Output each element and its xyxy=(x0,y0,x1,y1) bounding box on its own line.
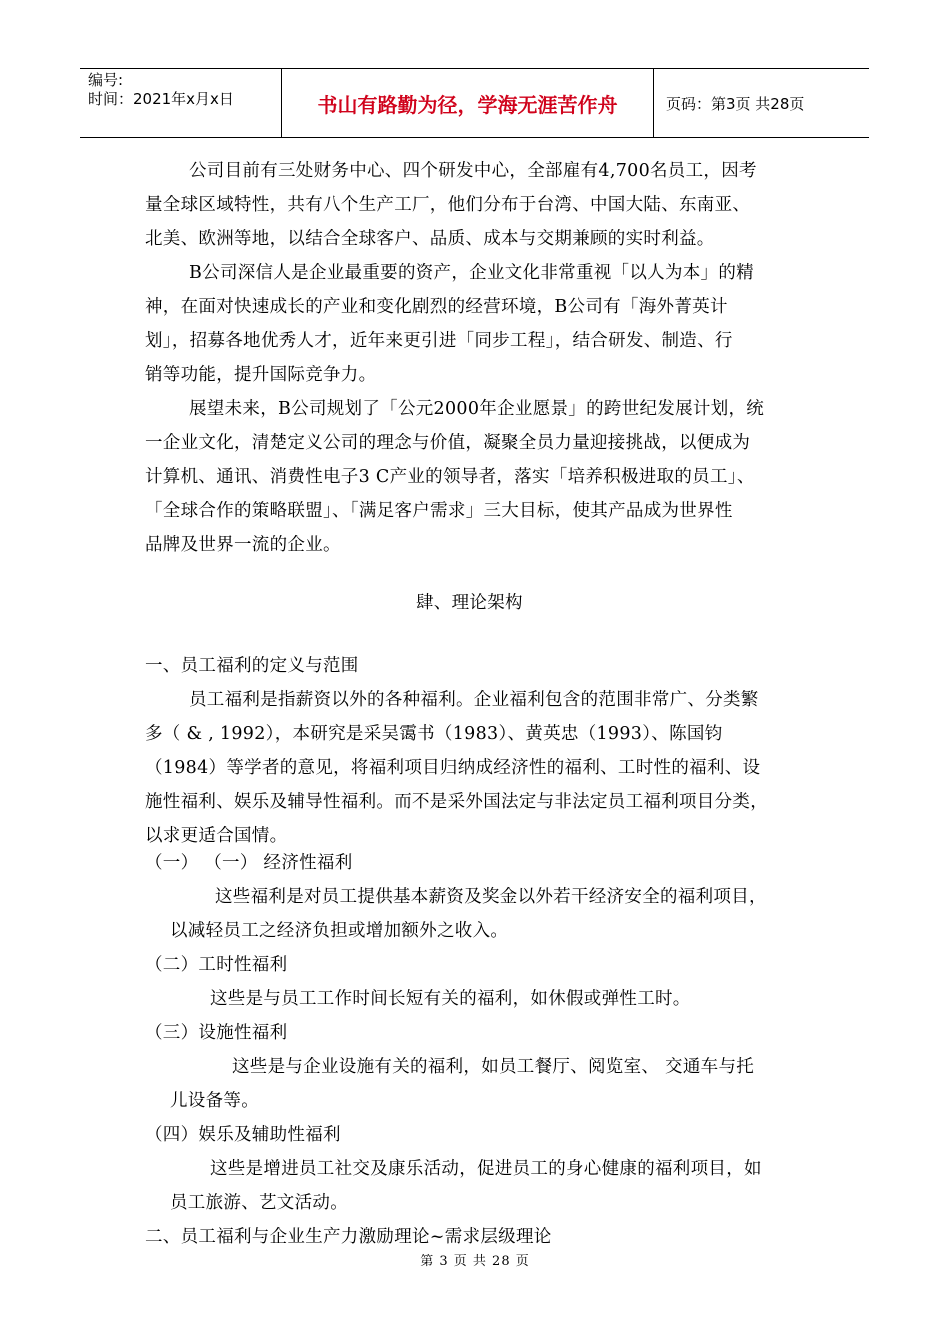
paragraph-line: 品牌及世界一流的企业。 xyxy=(145,535,341,555)
paragraph-line: 这些福利是对员工提供基本薪资及奖金以外若干经济安全的福利项目， xyxy=(215,887,767,907)
paragraph-line: 量全球区域特性，共有八个生产工厂，他们分布于台湾、中国大陆、东南亚、 xyxy=(145,195,751,215)
paragraph-line: 计算机、通讯、消费性电子3 C产业的领导者，落实「培养积极进取的员工」、 xyxy=(145,467,755,487)
paragraph-line: 施性福利、娱乐及辅导性福利。而不是采外国法定与非法定员工福利项目分类， xyxy=(145,792,768,812)
header-meta xyxy=(80,69,282,137)
doc-date-label: 时间：2021年x月x日 xyxy=(88,90,234,108)
paragraph-line: 儿设备等。 xyxy=(170,1091,259,1111)
paragraph-line: 以求更适合国情。 xyxy=(145,826,288,846)
page-header xyxy=(80,68,869,138)
paragraph-line: 销等功能，提升国际竞争力。 xyxy=(145,365,377,385)
doc-number-label: 编号: xyxy=(88,71,124,89)
paragraph-line: 划」，招募各地优秀人才，近年来更引进「同步工程」，结合研发、制造、行 xyxy=(145,331,733,351)
paragraph-line: （1984）等学者的意见，将福利项目归纳成经济性的福利、工时性的福利、设 xyxy=(145,758,761,778)
paragraph-line: 这些是增进员工社交及康乐活动，促进员工的身心健康的福利项目，如 xyxy=(210,1159,762,1179)
paragraph-line: 北美、欧洲等地，以结合全球客户、品质、成本与交期兼顾的实时利益。 xyxy=(145,229,715,249)
header-motto: 书山有路勤为径，学海无涯苦作舟 xyxy=(282,69,654,137)
list-heading: （二）工时性福利 xyxy=(145,955,288,975)
paragraph-line: 神，在面对快速成长的产业和变化剧烈的经营环境，B公司有「海外菁英计 xyxy=(145,297,728,317)
subsection-heading: 一、员工福利的定义与范围 xyxy=(145,656,359,676)
paragraph-line: 这些是与员工工作时间长短有关的福利，如休假或弹性工时。 xyxy=(210,989,691,1009)
paragraph-line: 公司目前有三处财务中心、四个研发中心，全部雇有4,700名员工，因考 xyxy=(189,161,757,181)
section-heading: 肆、理论架构 xyxy=(416,593,523,613)
paragraph-line: 一企业文化，清楚定义公司的理念与价值，凝聚全员力量迎接挑战，以便成为 xyxy=(145,433,751,453)
paragraph-line: 以减轻员工之经济负担或增加额外之收入。 xyxy=(170,921,509,941)
list-heading: （三）设施性福利 xyxy=(145,1023,288,1043)
page-footer: 第 3 页 共 28 页 xyxy=(420,1254,530,1269)
paragraph-line: 多（ & , 1992），本研究是采吴霭书（1983）、黄英忠（1993）、陈国钧 xyxy=(145,724,723,744)
paragraph-line: 「全球合作的策略联盟」、「满足客户需求」三大目标，使其产品成为世界性 xyxy=(145,501,733,521)
header-page-info: 页码：第3页 共28页 xyxy=(666,94,805,113)
paragraph-line: B公司深信人是企业最重要的资产，企业文化非常重视「以人为本」的精 xyxy=(189,263,754,283)
subsection-heading: 二、员工福利与企业生产力激励理论~需求层级理论 xyxy=(145,1227,552,1247)
paragraph-line: 员工旅游、艺文活动。 xyxy=(170,1193,348,1213)
list-heading: （四）娱乐及辅助性福利 xyxy=(145,1125,341,1145)
list-heading: （一） （一） 经济性福利 xyxy=(145,853,353,873)
paragraph-line: 展望未来，B公司规划了「公元2000年企业愿景」的跨世纪发展计划，统 xyxy=(189,399,765,419)
paragraph-line: 这些是与企业设施有关的福利，如员工餐厅、阅览室、 交通车与托 xyxy=(232,1057,755,1077)
paragraph-line: 员工福利是指薪资以外的各种福利。企业福利包含的范围非常广、分类繁 xyxy=(189,690,759,710)
